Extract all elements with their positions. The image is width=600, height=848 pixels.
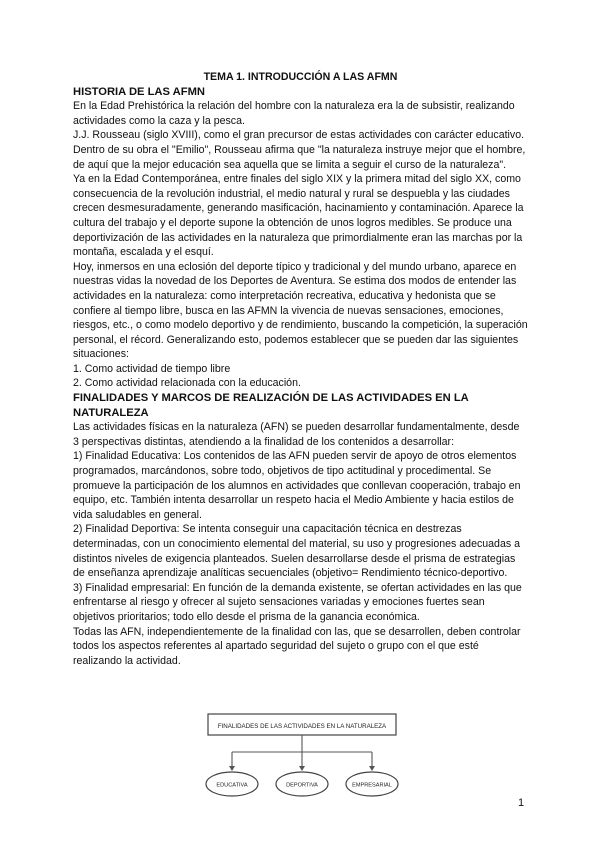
diagram-node-label: EDUCATIVA xyxy=(216,782,248,789)
diagram-node-label: EMPRESARIAL xyxy=(352,782,392,789)
arrow-head-icon xyxy=(299,766,305,771)
page-number: 1 xyxy=(518,797,525,809)
finalidades-diagram xyxy=(204,712,400,802)
paragraph: Todas las AFN, independientemente de la finalidad con las, que se desarrollen, deben controlar todos los aspectos referentes al apartado seguridad del sujeto o grupo con el que esté realizando la actividad. xyxy=(73,625,521,667)
diagram-top-label: FINALIDADES DE LAS ACTIVIDADES EN LA NATURALEZA xyxy=(217,723,387,730)
paragraph: Las actividades físicas en la naturaleza (AFN) se pueden desarrollar fundamentalmente, desde 3 perspectivas distintas, atendiendo a la finalidad de los contenidos a desarrollar: xyxy=(73,421,520,448)
arrow-head-icon xyxy=(369,766,375,771)
list-item: 2. Como actividad relacionada con la educación. xyxy=(73,377,301,390)
paragraph: J.J. Rousseau (siglo XVIII), como el gran precursor de estas actividades con carácter educativo. Dentro de su obra el "Emilio", Rousseau afirma que "la naturaleza instruye mejor que el hombre, de aquí que la mejor educación sea aquella que se limita a seguir el curso de la naturaleza". xyxy=(73,129,526,171)
document-title: TEMA 1. INTRODUCCIÓN A LAS AFMN xyxy=(203,71,398,83)
document-page xyxy=(73,70,528,668)
paragraph: 3) Finalidad empresarial: En función de la demanda existente, se ofertan actividades en las que enfrentarse al riesgo y ofrecer al sujeto sensaciones variadas y emociones fuertes sean objetivos prioritarios; todo ello desde el prisma de la ganancia económica. xyxy=(73,581,522,623)
paragraph: Hoy, inmersos en una eclosión del deporte típico y tradicional y del mundo urbano, aparece en nuestras vidas la novedad de los Deportes de Aventura. Se estima dos modos de entender las actividades en la naturaleza: como interpretación recreativa, educativa y hedonista que se confiere al tiempo libre, busca en las AFMN la vivencia de nuevas sensaciones, emociones, riesgos, etc., o como modelo deportivo y de rendimiento, buscando la competición, la superación personal, el récord. Generalizando esto, podemos establecer que se pueden dar las siguientes situaciones: xyxy=(73,260,528,361)
paragraph: 2) Finalidad Deportiva: Se intenta conseguir una capacitación técnica en destrezas determinadas, con un conocimiento elemental del material, su uso y progresiones adecuadas a distintos niveles de exigencia planteados. Suelen desarrollarse desde el prisma de estrategias de enseñanza aprendizaje analíticas secuenciales (objetivo= Rendimiento técnico-deportivo. xyxy=(73,523,520,580)
section-heading-finalidades: FINALIDADES Y MARCOS DE REALIZACIÓN DE LAS ACTIVIDADES EN LA NATURALEZA xyxy=(73,392,469,419)
diagram-node-label: DEPORTIVA xyxy=(286,782,318,789)
section-heading-historia: HISTORIA DE LAS AFMN xyxy=(73,85,205,98)
list-item: 1. Como actividad de tiempo libre xyxy=(73,362,231,375)
paragraph: 1) Finalidad Educativa: Los contenidos de las AFN pueden servir de apoyo de otros elementos programados, marcándonos, sobre todo, objetivos de tipo actitudinal y procedimental. Se promueve la participación de los alumnos en actividades que conllevan cooperación, trabajo en equipo, etc. También intenta desarrollar un respeto hacia el Medio Ambiente y hacia estilos de vida saludables en general. xyxy=(73,450,521,521)
paragraph: En la Edad Prehistórica la relación del hombre con la naturaleza era la de subsistir, realizando actividades como la caza y la pesca. xyxy=(73,100,515,127)
paragraph: Ya en la Edad Contemporánea, entre finales del siglo XIX y la primera mitad del siglo XX, como consecuencia de la revolución industrial, el medio natural y rural se despuebla y las ciudades crecen desmesuradamente, generando masificación, hacinamiento y contaminación. Aparece la cultura del trabajo y el deporte supone la obtención de unos logros medibles. Se produce una deportivización de las actividades en la naturaleza que primordialmente eran las marchas por la montaña, escalada y el esquí. xyxy=(73,173,524,259)
arrow-head-icon xyxy=(229,766,235,771)
